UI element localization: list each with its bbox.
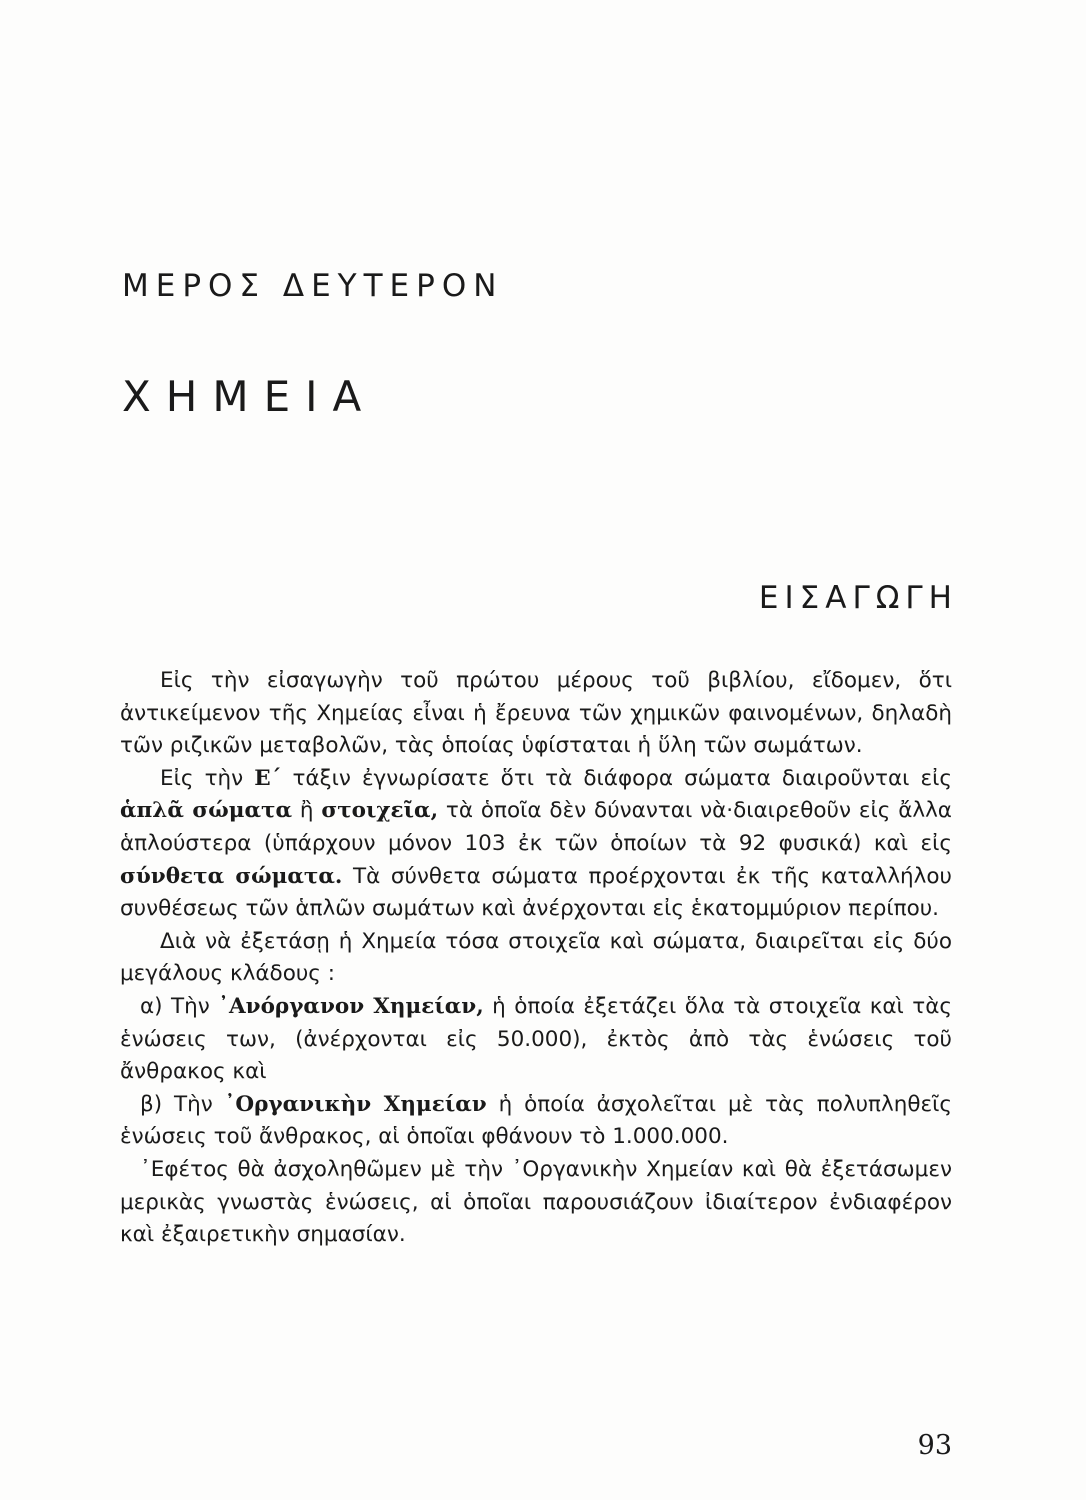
emphasis-elements: στοιχεῖα, xyxy=(321,798,439,824)
body-text xyxy=(120,665,952,1252)
text-segment: Εἰς τὴν xyxy=(160,765,255,791)
section-title: ΕΙΣΑΓΩΓΗ xyxy=(758,580,958,616)
text-segment: α) Τὴν xyxy=(140,993,219,1019)
paragraph-inorganic xyxy=(120,991,952,1089)
paragraph-this-year: ᾿Εφέτος θὰ ἀσχοληθῶμεν μὲ τὴν ᾿Οργανικὴν Χημείαν καὶ θὰ ἐξετάσωμεν μερικὰς γνωστὰς ἑνώσεις, αἱ ὁποῖαι παρουσιάζουν ἰδιαίτερον ἐνδιαφέρον καὶ ἐξαιρετικὴν σημασίαν. xyxy=(120,1156,952,1248)
paragraph-branches: Διὰ νὰ ἐξετάσῃ ἡ Χημεία τόσα στοιχεῖα καὶ σώματα, διαιρεῖται εἰς δύο μεγάλους κλάδους : xyxy=(120,928,952,987)
text-segment: ἡ ὁποία ἀσχολεῖται μὲ τὰς πολυπληθεῖς ἑνώσεις τοῦ ἄνθρακος, αἱ ὁποῖαι φθάνουν τὸ 1.000.000. xyxy=(120,1091,952,1150)
paragraph-classification xyxy=(120,763,952,926)
emphasis-simple-bodies: ἁπλᾶ σώματα xyxy=(120,798,293,824)
text-segment: τάξιν ἐγνωρίσατε ὅτι τὰ διάφορα σώματα διαιροῦνται εἰς xyxy=(281,765,952,791)
text-segment: β) Τὴν xyxy=(140,1091,225,1117)
part-title: ΜΕΡΟΣ ΔΕΥΤΕΡΟΝ xyxy=(122,268,504,304)
text-segment: Τὰ σύνθετα σώματα προέρχονται ἐκ τῆς καταλλήλου συνθέσεως τῶν ἁπλῶν σωμάτων καὶ ἀνέρχονται εἰς ἑκατομμύριον περίπου. xyxy=(120,863,952,922)
paragraph-organic xyxy=(120,1089,952,1154)
text-segment: ἡ ὁποία ἐξετάζει ὅλα τὰ στοιχεῖα καὶ τὰς ἑνώσεις των, (ἀνέρχονται εἰς 50.000), ἐκτὸς ἀπὸ τὰς ἑνώσεις τοῦ ἄνθρακος καὶ xyxy=(120,993,952,1085)
text-segment: ἢ xyxy=(292,798,322,824)
emphasis-organic-chemistry: ᾿Οργανικὴν Χημείαν xyxy=(224,1091,487,1117)
paragraph-intro: Εἰς τὴν εἰσαγωγὴν τοῦ πρώτου μέρους τοῦ βιβλίου, εἴδομεν, ὅτι ἀντικείμενον τῆς Χημείας εἶναι ἡ ἔρευνα τῶν χημικῶν φαινομένων, δηλαδὴ τῶν ριζικῶν μεταβολῶν, τὰς ὁποίας ὑφίσταται ἡ ὕλη τῶν σωμάτων. xyxy=(120,668,952,759)
page-number: 93 xyxy=(917,1430,952,1461)
emphasis-compound-bodies: σύνθετα σώματα. xyxy=(120,863,343,889)
emphasis-grade: Ε΄ xyxy=(254,765,282,791)
text-segment: τὰ ὁποῖα δὲν δύνανται νὰ·διαιρεθοῦν εἰς ἄλλα ἁπλούστερα (ὑπάρχουν μόνον 103 ἐκ τῶν ὁποίων τὰ 92 φυσικά) καὶ εἰς xyxy=(120,798,952,856)
subject-title: ΧΗΜΕΙΑ xyxy=(122,372,377,421)
emphasis-inorganic-chemistry: ᾿Ανόργανον Χημείαν, xyxy=(218,993,484,1019)
